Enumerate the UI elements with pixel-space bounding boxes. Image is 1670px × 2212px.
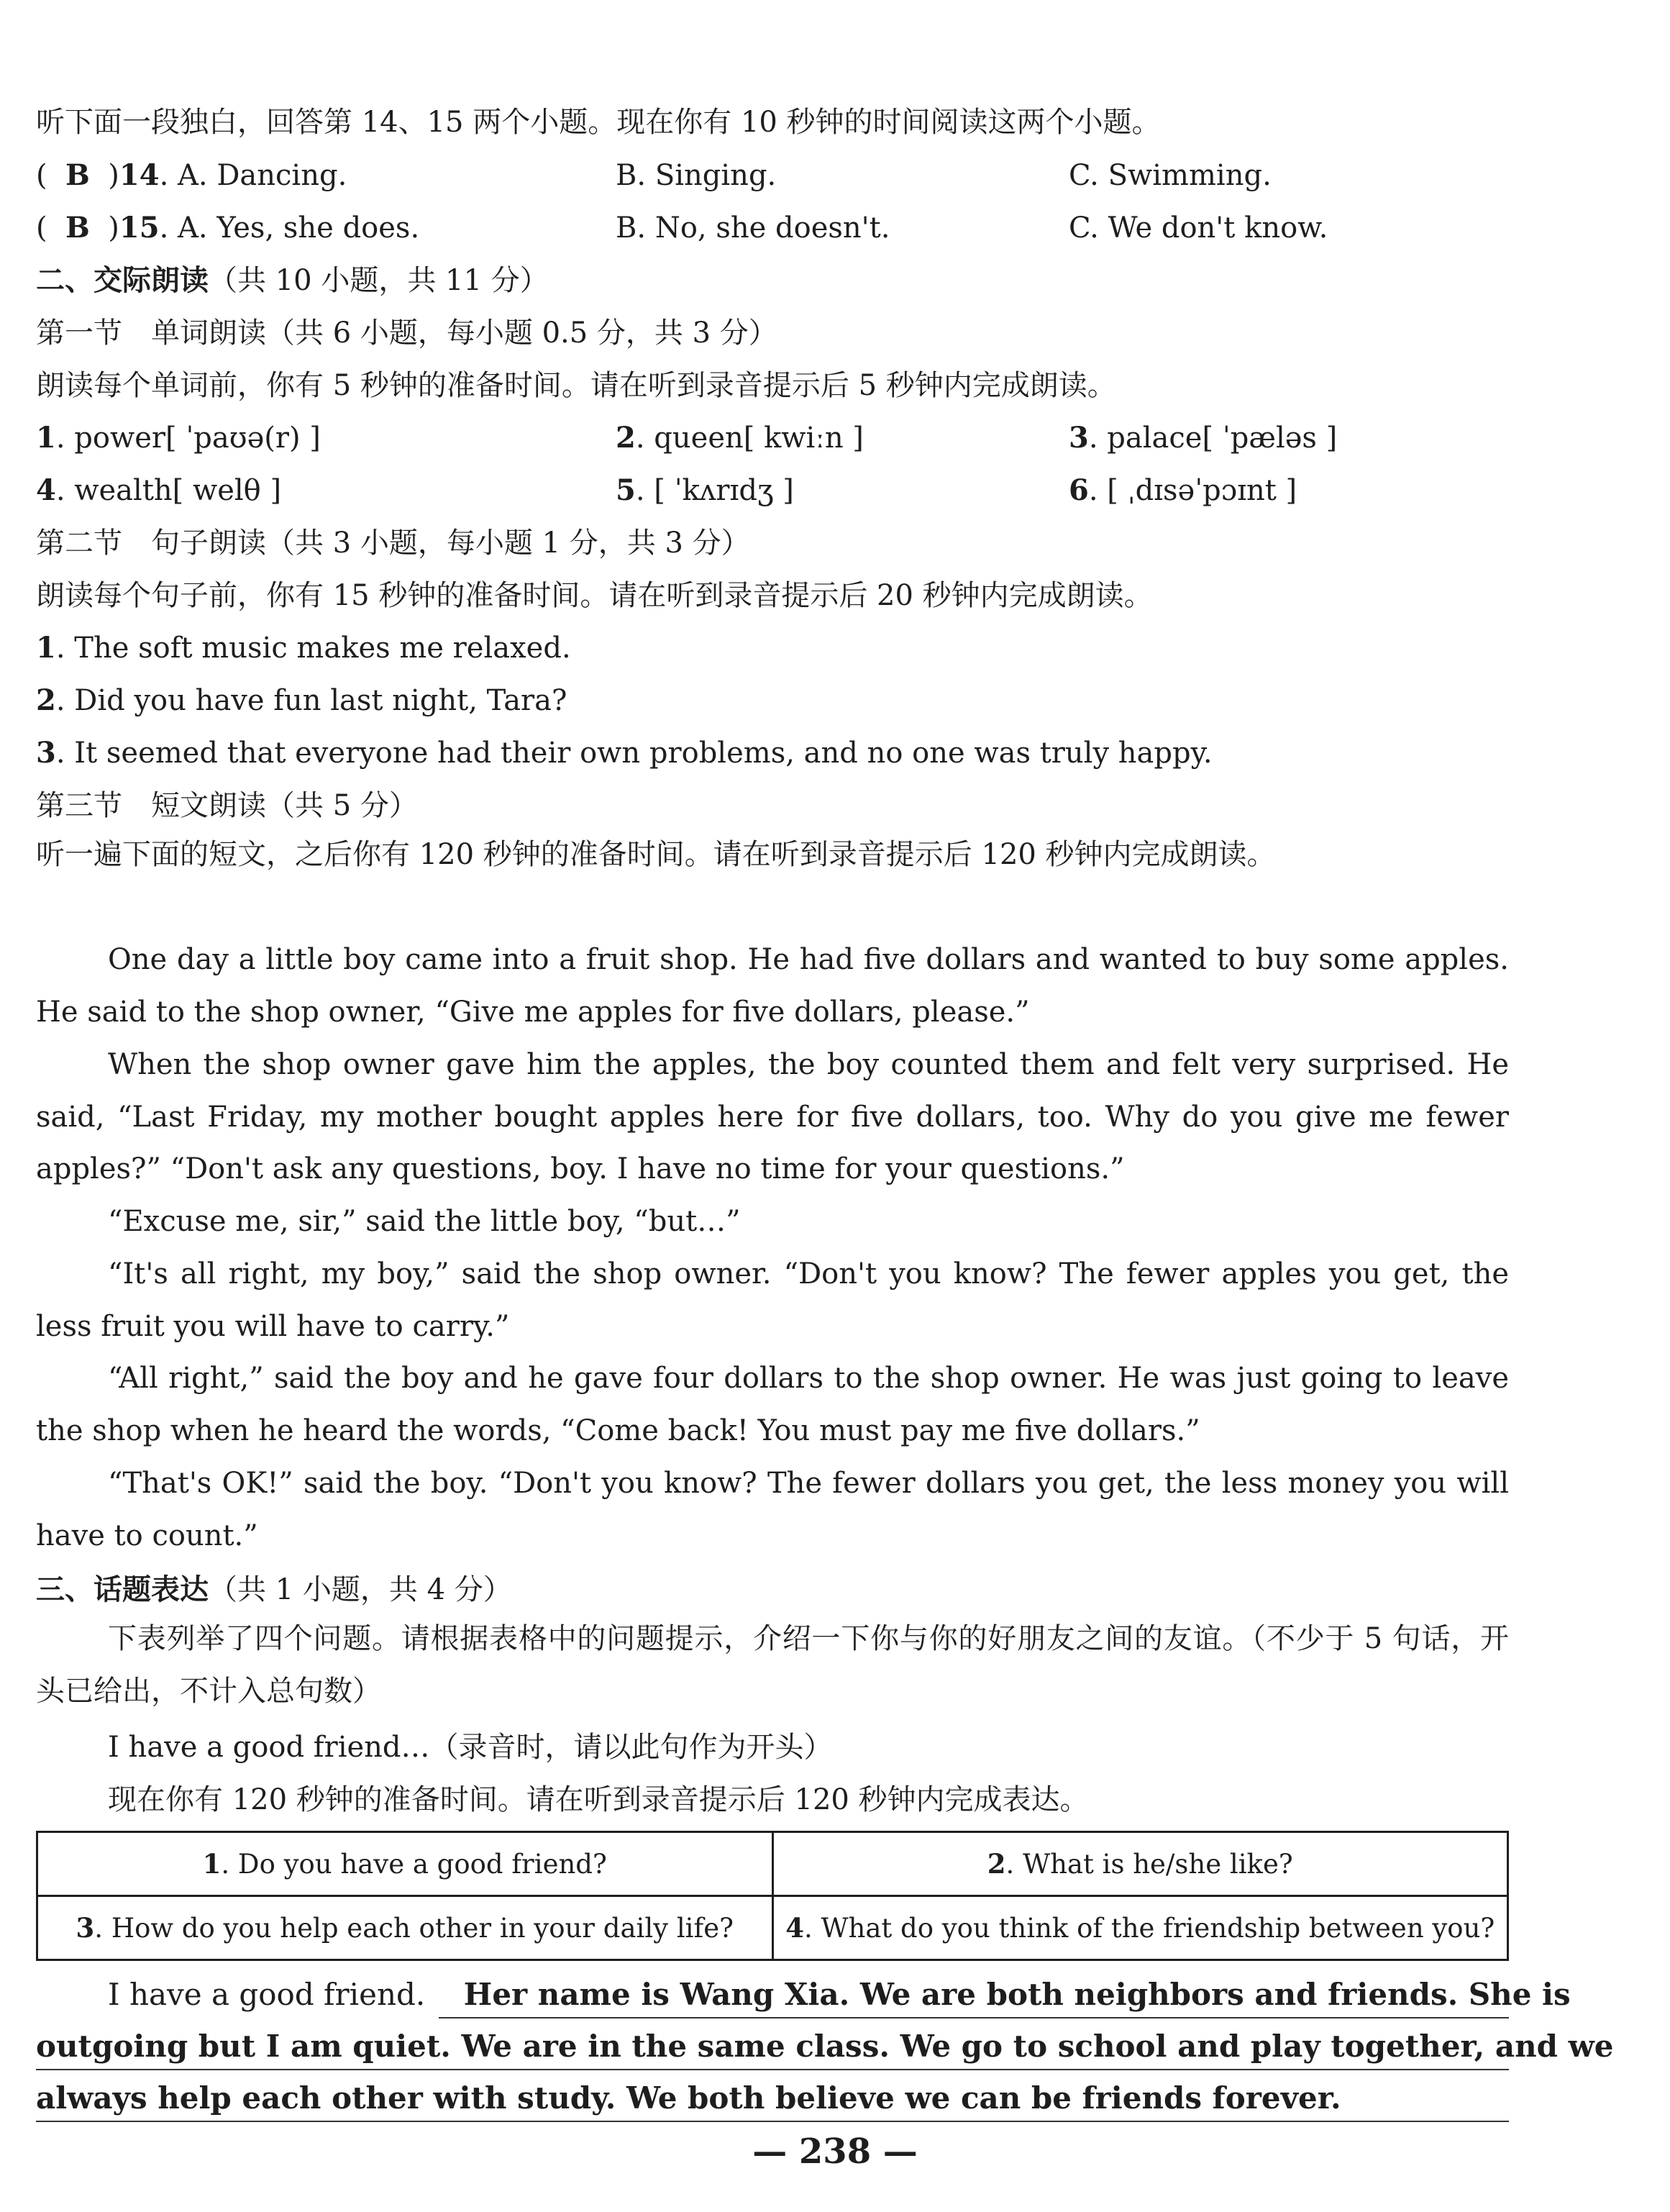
question-14-option-b: B. Singing. xyxy=(616,159,777,192)
part3-prep-time: 现在你有 120 秒钟的准备时间。请在听到录音提示后 120 秒钟内完成表达。 xyxy=(108,1783,1089,1816)
part3-opening: I have a good friend…（录音时，请以此句作为开头） xyxy=(108,1731,833,1764)
page-number: — 238 — xyxy=(752,2131,918,2172)
sentence-item: 3. It seemed that everyone had their own problems, and no one was truly happy. xyxy=(36,736,1213,770)
listening-intro: 听下面一段独白，回答第 14、15 两个小题。现在你有 10 秒钟的时间阅读这两个小题。 xyxy=(36,106,1161,139)
word-item: 4. wealth[ welθ ] xyxy=(36,473,282,507)
section2-instructions: 朗读每个句子前，你有 15 秒钟的准备时间。请在听到录音提示后 20 秒钟内完成朗读。 xyxy=(36,579,1153,612)
answer-text: Her name is Wang Xia. We are both neighbors and friends. She is xyxy=(463,1977,1571,2012)
part3-instructions: 下表列举了四个问题。请根据表格中的问题提示，介绍一下你与你的好朋友之间的友谊。（不少于 5 句话，开头已给出，不计入总句数） xyxy=(36,1622,1509,1708)
word-item: 3. palace[ ˈpæləs ] xyxy=(1069,421,1338,455)
part2-heading-note: （共 10 小题，共 11 分） xyxy=(209,264,549,297)
option-text: A. Dancing. xyxy=(178,159,347,192)
part3-heading-title: 三、话题表达 xyxy=(36,1572,209,1606)
part3-heading-note: （共 1 小题，共 4 分） xyxy=(209,1573,512,1606)
table-cell: 1. Do you have a good friend? xyxy=(37,1832,773,1896)
passage-paragraph: “All right,” said the boy and he gave four dollars to the shop owner. He was just going to leave the shop when he heard the words, “Come back! You must pay me five dollars.” xyxy=(36,1362,1509,1447)
section3-instructions: 听一遍下面的短文，之后你有 120 秒钟的准备时间。请在听到录音提示后 120 秒钟内完成朗读。 xyxy=(36,838,1276,871)
section1-title: 第一节 单词朗读（共 6 小题，每小题 0.5 分，共 3 分） xyxy=(36,317,777,350)
part3-heading xyxy=(36,1572,512,1606)
table-cell: 2. What is he/she like? xyxy=(772,1832,1508,1896)
section3-title: 第三节 短文朗读（共 5 分） xyxy=(36,789,418,822)
word-item: 2. queen[ kwiːn ] xyxy=(616,421,864,455)
answer-line: outgoing but I am quiet. We are in the same class. We go to school and play together, and we xyxy=(36,2029,1614,2064)
question-14-option-c: C. Swimming. xyxy=(1069,159,1272,192)
answer-line xyxy=(36,1977,1571,2029)
word-item: 1. power[ ˈpaʊə(r) ] xyxy=(36,421,321,455)
passage-paragraph: “Excuse me, sir,” said the little boy, “but…” xyxy=(108,1205,741,1238)
option-text: A. Yes, she does. xyxy=(178,211,420,245)
sentence-item: 2. Did you have fun last night, Tara? xyxy=(36,683,567,717)
question-15-option-a: ( B )15. A. Yes, she does. xyxy=(36,211,420,245)
word-item: 6. [ ˌdɪsəˈpɔɪnt ] xyxy=(1069,473,1297,507)
question-14-option-a: ( B )14. A. Dancing. xyxy=(36,158,347,192)
word-item: 5. [ ˈkʌrɪdʒ ] xyxy=(616,473,794,507)
passage-paragraph: One day a little boy came into a fruit shop. He had five dollars and wanted to buy some apples. He said to the shop owner, “Give me apples for five dollars, please.” xyxy=(36,943,1509,1029)
answer-line: always help each other with study. We both believe we can be friends forever. xyxy=(36,2080,1341,2116)
table-row xyxy=(37,1832,1508,1896)
question-15-option-b: B. No, she doesn't. xyxy=(616,211,890,245)
section1-instructions: 朗读每个单词前，你有 5 秒钟的准备时间。请在听到录音提示后 5 秒钟内完成朗读。 xyxy=(36,369,1116,402)
passage-paragraph: “That's OK!” said the boy. “Don't you know? The fewer dollars you get, the less money you will have to count.” xyxy=(36,1467,1509,1552)
part2-heading-title: 二、交际朗读 xyxy=(36,263,209,297)
sentence-item: 1. The soft music makes me relaxed. xyxy=(36,631,571,665)
answer-underline xyxy=(36,2121,1509,2122)
answer-underline xyxy=(439,2017,1509,2018)
question-14-answer: B xyxy=(65,158,90,192)
part2-heading xyxy=(36,263,549,297)
passage-paragraph: When the shop owner gave him the apples, the boy counted them and felt very surprised. He said, “Last Friday, my mother bought apples here for five dollars, too. Why do you give me fewer apples?” “Don't ask any questions, boy. I have no time for your questions.” xyxy=(36,1048,1509,1186)
table-cell: 3. How do you help each other in your daily life? xyxy=(37,1896,773,1960)
section2-title: 第二节 句子朗读（共 3 小题，每小题 1 分，共 3 分） xyxy=(36,527,750,560)
question-15-number: 15 xyxy=(119,211,160,245)
question-14-number: 14 xyxy=(119,158,160,192)
table-row xyxy=(37,1896,1508,1960)
answer-start: I have a good friend. xyxy=(108,1977,426,2012)
answer-underline xyxy=(36,2069,1509,2070)
table-cell: 4. What do you think of the friendship between you? xyxy=(772,1896,1508,1960)
passage-paragraph: “It's all right, my boy,” said the shop owner. “Don't you know? The fewer apples you get, the less fruit you will have to carry.” xyxy=(36,1257,1509,1343)
question-15-option-c: C. We don't know. xyxy=(1069,211,1328,245)
question-15-answer: B xyxy=(65,211,90,245)
question-prompt-table xyxy=(36,1831,1509,1961)
